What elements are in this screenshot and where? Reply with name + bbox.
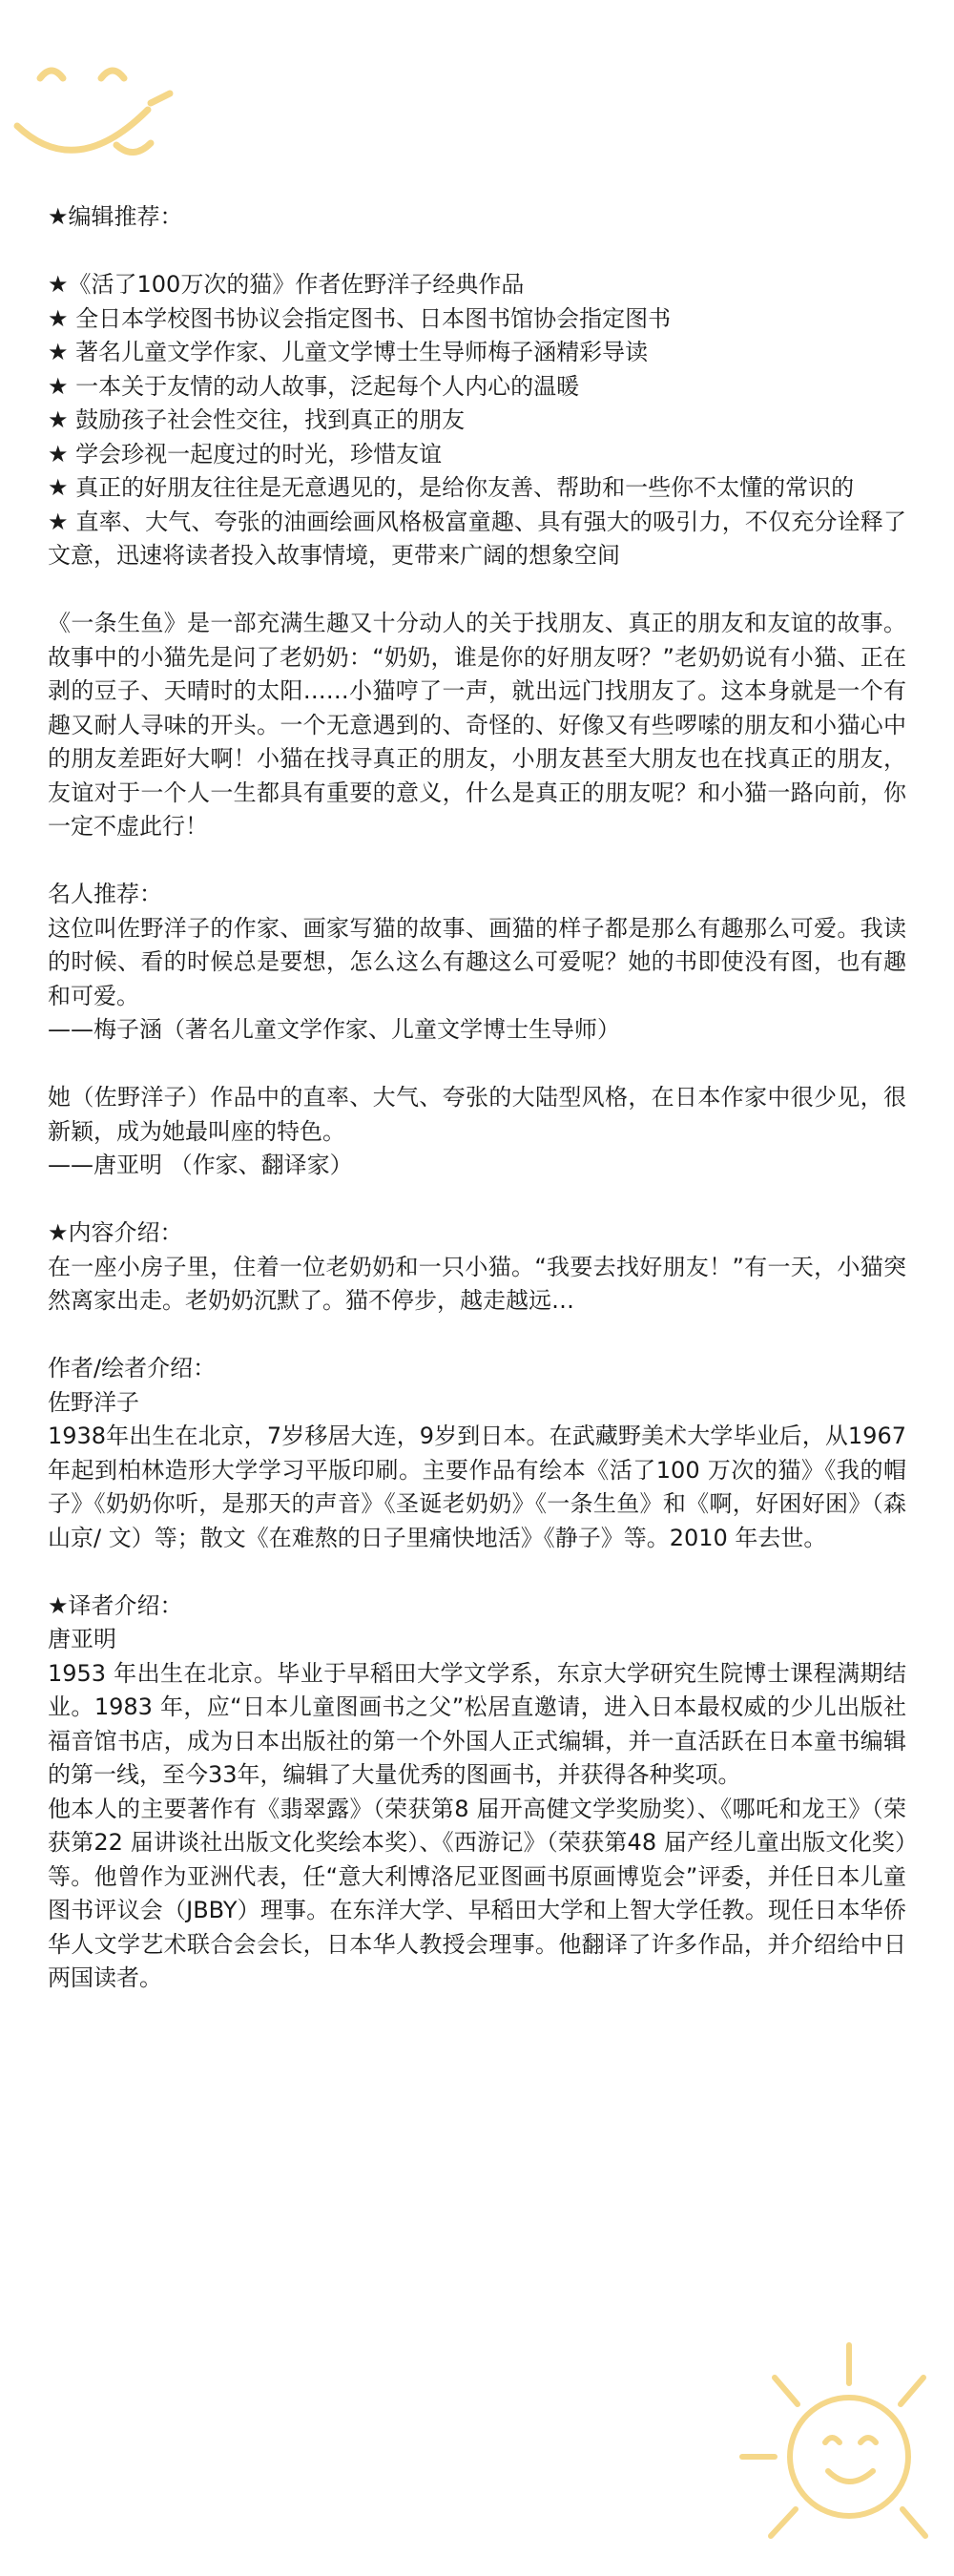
sun-icon bbox=[725, 2328, 944, 2557]
book-description bbox=[48, 200, 906, 1996]
author-bio: 1938年出生在北京，7岁移居大连，9岁到日本。在武藏野美术大学毕业后，从1967 年起到柏林造形大学学习平版印刷。主要作品有绘本《活了100 万次的猫》《我的帽子》《奶奶你听，是那天的声音》《圣诞老奶奶》《一条生鱼》和《啊，好困好困》（森山京/ 文）等；散文《在难熬的日子里痛快地活》《静子》等。2010 年去世。 bbox=[48, 1423, 906, 1551]
editor-rec-item: ★ 学会珍视一起度过的时光，珍惜友谊 bbox=[48, 440, 443, 467]
quote-attribution: ——梅子涵（著名儿童文学作家、儿童文学博士生导师） bbox=[48, 1016, 620, 1043]
editor-rec-item: ★ 鼓励孩子社会性交往，找到真正的朋友 bbox=[48, 406, 466, 433]
content-intro-text: 在一座小房子里，住着一位老奶奶和一只小猫。“我要去找好朋友！”有一天，小猫突然离家出走。老奶奶沉默了。猫不停步，越走越远… bbox=[48, 1253, 906, 1314]
author-name: 佐野洋子 bbox=[48, 1388, 139, 1416]
author-intro-heading: 作者/绘者介绍： bbox=[48, 1355, 217, 1381]
editor-rec-item: ★ 著名儿童文学作家、儿童文学博士生导师梅子涵精彩导读 bbox=[48, 339, 649, 365]
celebrity-quote: 这位叫佐野洋子的作家、画家写猫的故事、画猫的样子都是那么有趣那么可爱。我读的时候、看的时候总是要想，怎么这么有趣这么可爱呢？她的书即使没有图，也有趣和可爱。 bbox=[48, 914, 906, 1009]
quote-attribution: ——唐亚明 （作家、翻译家） bbox=[48, 1152, 353, 1178]
editor-rec-item: ★ 真正的好朋友往往是无意遇见的，是给你友善、帮助和一些你不太懂的常识的 bbox=[48, 474, 855, 501]
translator-bio: 1953 年出生在北京。毕业于早稻田大学文学系，东京大学研究生院博士课程满期结业。1983 年，应“日本儿童图画书之父”松居直邀请，进入日本最权威的少儿出版社福音馆书店，成为日本出版社的第一个外国人正式编辑，并一直活跃在日本童书编辑的第一线，至今33年，编辑了大量优秀的图画书，并获得各种奖项。 bbox=[48, 1659, 906, 1788]
editor-rec-item: ★ 全日本学校图书协议会指定图书、日本图书馆协会指定图书 bbox=[48, 304, 672, 332]
editor-rec-item: ★ 一本关于友情的动人故事，泛起每个人内心的温暖 bbox=[48, 372, 580, 400]
smiley-face-icon bbox=[10, 38, 181, 162]
editor-rec-item: ★ 直率、大气、夸张的油画绘画风格极富童趣、具有强大的吸引力，不仅充分诠释了文意，迅速将读者投入故事情境，更带来广阔的想象空间 bbox=[48, 508, 906, 569]
editor-rec-item: ★《活了100万次的猫》作者佐野洋子经典作品 bbox=[48, 271, 525, 298]
celebrity-rec-heading: 名人推荐： bbox=[48, 881, 162, 907]
summary-paragraph: 《一条生鱼》是一部充满生趣又十分动人的关于找朋友、真正的朋友和友谊的故事。故事中的小猫先是问了老奶奶：“奶奶，谁是你的好朋友呀？”老奶奶说有小猫、正在剥的豆子、天晴时的太阳……小猫哼了一声，就出远门找朋友了。这本身就是一个有趣又耐人寻味的开头。一个无意遇到的、奇怪的、好像又有些啰嗦的朋友和小猫心中的朋友差距好大啊！小猫在找寻真正的朋友，小朋友甚至大朋友也在找真正的朋友，友谊对于一个人一生都具有重要的意义，什么是真正的朋友呢？和小猫一路向前，你一定不虚此行！ bbox=[48, 610, 906, 840]
editor-rec-heading: ★编辑推荐： bbox=[48, 203, 183, 230]
translator-works: 他本人的主要著作有《翡翠露》（荣获第8 届开高健文学奖励奖）、《哪吒和龙王》（荣获第22 届讲谈社出版文化奖绘本奖）、《西游记》（荣获第48 届产经儿童出版文化奖）等。他曾作为亚洲代表，任“意大利博洛尼亚图画书原画博览会”评委，并任日本儿童图书评议会（JBBY）理事。在东洋大学、早稻田大学和上智大学任教。现任日本华侨华人文学艺术联合会会长，日本华人教授会理事。他翻译了许多作品，并介绍给中日两国读者。 bbox=[48, 1795, 906, 1991]
translator-name: 唐亚明 bbox=[48, 1626, 116, 1652]
content-intro-heading: ★内容介绍： bbox=[48, 1219, 183, 1246]
translator-intro-heading: ★译者介绍： bbox=[48, 1591, 183, 1619]
celebrity-quote: 她（佐野洋子）作品中的直率、大气、夸张的大陆型风格，在日本作家中很少见，很新颖，成为她最叫座的特色。 bbox=[48, 1084, 906, 1145]
